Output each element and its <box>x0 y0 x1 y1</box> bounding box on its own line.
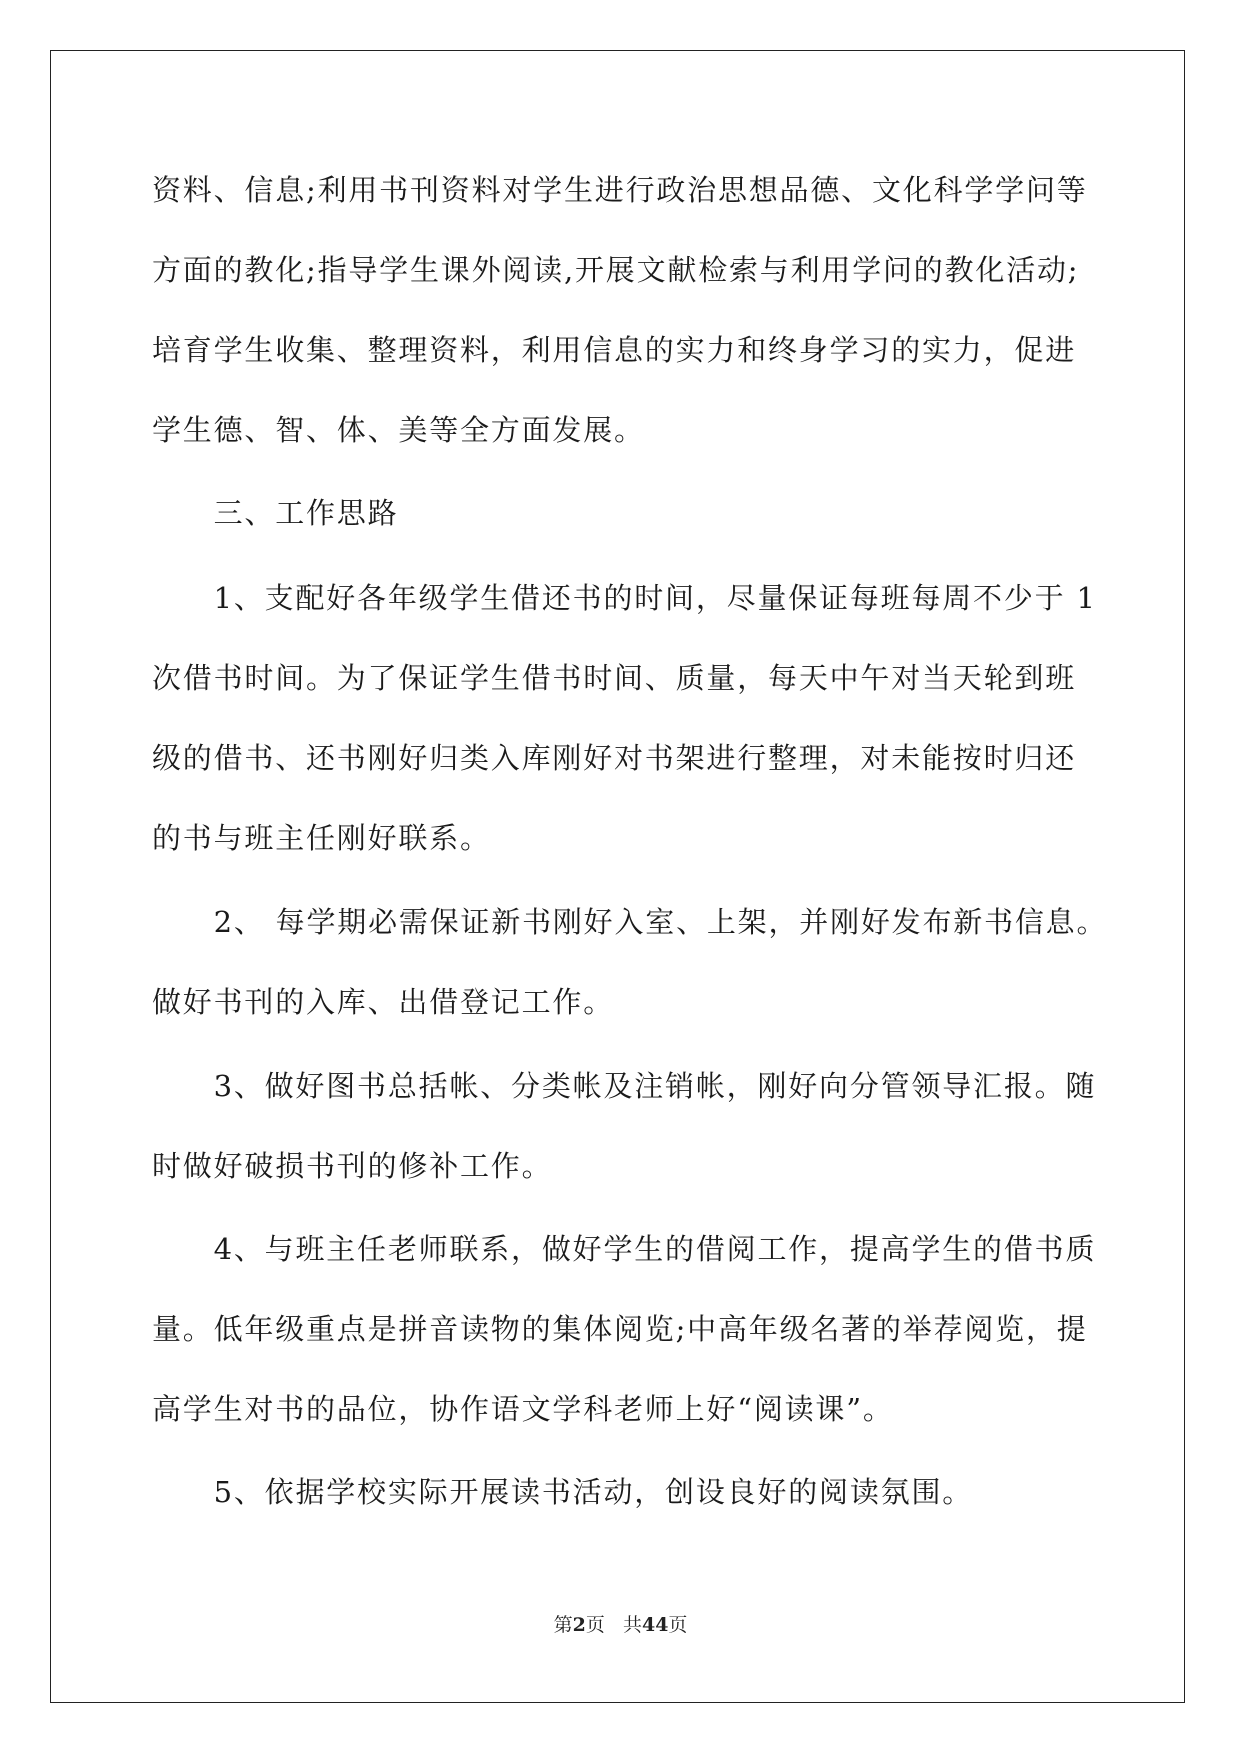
page-suffix: 页 <box>585 1614 605 1636</box>
page-footer <box>0 1610 1241 1637</box>
body-line: 方面的教化;指导学生课外阅读,开展文献检索与利用学问的教化活动; <box>152 253 1080 287</box>
page-border <box>50 50 1185 1703</box>
body-line: 高学生对书的品位，协作语文学科老师上好“阅读课”。 <box>152 1392 894 1426</box>
body-line: 资料、信息;利用书刊资料对学生进行政治思想品德、文化科学学问等 <box>152 173 1088 207</box>
section-heading: 三、工作思路 <box>152 496 399 530</box>
body-line: 的书与班主任刚好联系。 <box>152 821 491 855</box>
body-line: 级的借书、还书刚好归类入库刚好对书架进行整理，对未能按时归还 <box>152 741 1077 775</box>
body-line: 次借书时间。为了保证学生借书时间、质量，每天中午对当天轮到班 <box>152 661 1077 695</box>
body-line: 1、支配好各年级学生借还书的时间，尽量保证每班每周不少于 1 <box>152 581 1097 615</box>
body-line: 4、与班主任老师联系，做好学生的借阅工作，提高学生的借书质 <box>152 1232 1097 1266</box>
body-line: 2、 每学期必需保证新书刚好入室、上架，并刚好发布新书信息。 <box>152 905 1108 939</box>
body-line: 3、做好图书总括帐、分类帐及注销帐，刚好向分管领导汇报。随 <box>152 1069 1097 1103</box>
total-prefix: 共 <box>622 1614 642 1636</box>
body-line: 做好书刊的入库、出借登记工作。 <box>152 985 615 1019</box>
page-prefix: 第 <box>553 1614 573 1636</box>
body-line: 培育学生收集、整理资料，利用信息的实力和终身学习的实力，促进 <box>152 333 1077 367</box>
body-line: 学生德、智、体、美等全方面发展。 <box>152 413 645 447</box>
total-suffix: 页 <box>668 1614 688 1636</box>
total-pages: 44 <box>641 1614 669 1636</box>
body-line: 5、依据学校实际开展读书活动，创设良好的阅读氛围。 <box>152 1475 974 1509</box>
body-line: 量。低年级重点是拼音读物的集体阅览;中高年级名著的举荐阅览，提 <box>152 1312 1088 1346</box>
page-number: 2 <box>572 1614 586 1636</box>
body-line: 时做好破损书刊的修补工作。 <box>152 1149 553 1183</box>
